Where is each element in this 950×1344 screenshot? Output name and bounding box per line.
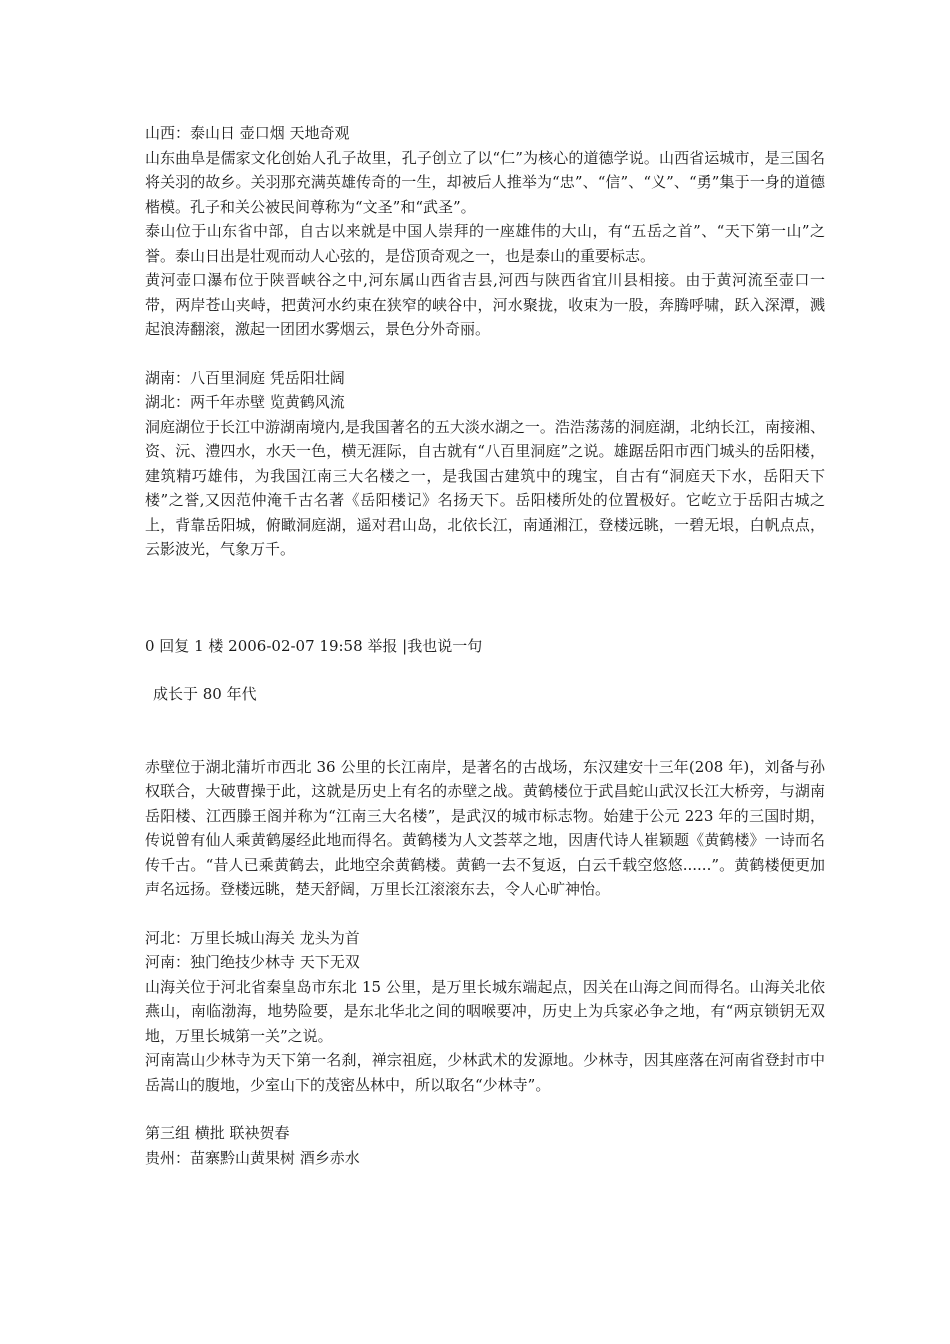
section-heading-hubei: 湖北：两千年赤壁 览黄鹤风流 bbox=[145, 393, 345, 411]
spacer bbox=[145, 707, 825, 755]
section-heading-hunan: 湖南：八百里洞庭 凭岳阳壮阔 bbox=[145, 368, 345, 387]
post-author: 成长于 80 年代 bbox=[153, 685, 257, 703]
paragraph-shanhaiguan: 山海关位于河北省秦皇岛市东北 15 公里，是万里长城东端起点，因关在山海之间而得名。山海关北依燕山，南临渤海，地势险要，是东北华北之间的咽喉要冲，历史上为兵家必争之地，有“两京锁钥无双地，万里长城第一关”之说。 bbox=[145, 977, 825, 1045]
paragraph-hukou-waterfall: 黄河壶口瀑布位于陕晋峡谷之中,河东属山西省吉县,河西与陕西省宜川县相接。由于黄河流至壶口一带，两岸苍山夹峙，把黄河水约束在狭窄的峡谷中，河水聚拢，收束为一股，奔腾呼啸，跃入深潭，溅起浪涛翻滚，激起一团团水雾烟云，景色分外奇丽。 bbox=[145, 271, 825, 338]
paragraph-dongting-yueyang: 洞庭湖位于长江中游湖南境内,是我国著名的五大淡水湖之一。浩浩荡荡的洞庭湖，北纳长江，南接湘、资、沅、澧四水，水天一色，横无涯际，自古就有“八百里洞庭”之说。雄踞岳阳市西门城头的岳阳楼，建筑精巧雄伟，为我国江南三大名楼之一，是我国古建筑中的瑰宝，自古有“洞庭天下水，岳阳天下楼”之誉,又因范仲淹千古名著《岳阳楼记》名扬天下。岳阳楼所处的位置极好。它屹立于岳阳古城之上，背靠岳阳城，俯瞰洞庭湖，遥对君山岛，北依长江，南通湘江，登楼远眺，一碧无垠，白帆点点，云影波光，气象万千。 bbox=[145, 417, 825, 558]
section-heading-hebei: 河北：万里长城山海关 龙头为首 bbox=[145, 928, 360, 947]
spacer bbox=[145, 342, 825, 366]
section-heading-henan: 河南：独门绝技少林寺 天下无双 bbox=[145, 953, 360, 971]
paragraph-shaolin: 河南嵩山少林寺为天下第一名刹，禅宗祖庭，少林武术的发源地。少林寺，因其座落在河南省登封市中岳嵩山的腹地，少室山下的茂密丛林中，所以取名“少林寺”。 bbox=[145, 1051, 825, 1094]
section-heading-group3: 第三组 横批 联袂贺春 bbox=[145, 1124, 290, 1142]
paragraph-taishan: 泰山位于山东省中部，自古以来就是中国人崇拜的一座雄伟的大山，有“五岳之首”、“天下第一山”之誉。泰山日出是壮观而动人心弦的，是岱顶奇观之一，也是泰山的重要标志。 bbox=[145, 222, 825, 265]
spacer bbox=[145, 658, 825, 682]
section-heading-shanxi: 山西：泰山日 壶口烟 天地奇观 bbox=[145, 124, 350, 142]
paragraph-chibi-huanghelou: 赤壁位于湖北蒲圻市西北 36 公里的长江南岸，是著名的古战场，东汉建安十三年(208 年)，刘备与孙权联合，大破曹操于此，这就是历史上有名的赤壁之战。黄鹤楼位于武昌蛇山武汉长江大桥旁，与湖南岳阳楼、江西滕王阁并称为“江南三大名楼”，是武汉的城市标志物。始建于公元 223 年的三国时期，传说曾有仙人乘黄鹤屡经此地而得名。黄鹤楼为人文荟萃之地，因唐代诗人崔颖题《黄鹤楼》一诗而名传千古。“昔人已乘黄鹤去，此地空余黄鹤楼。黄鹤一去不复返，白云千载空悠悠......”。黄鹤楼便更加声名远扬。登楼远眺，楚天舒阔，万里长江滚滚东去，令人心旷神怡。 bbox=[145, 757, 825, 898]
spacer bbox=[145, 902, 825, 926]
section-heading-guizhou: 贵州：苗寨黔山黄果树 酒乡赤水 bbox=[145, 1148, 360, 1167]
paragraph-confucius-guanyu: 山东曲阜是儒家文化创始人孔子故里，孔子创立了以“仁”为核心的道德学说。山西省运城市，是三国名将关羽的故乡。关羽那充满英雄传奇的一生，却被后人推举为“忠”、“信”、“义”、“勇”集于一身的道德楷模。孔子和关公被民间尊称为“文圣”和“武圣”。 bbox=[145, 148, 825, 216]
post-meta-line: 0 回复 1 楼 2006-02-07 19:58 举报 |我也说一句 bbox=[145, 636, 483, 655]
document-page bbox=[145, 121, 825, 1170]
spacer bbox=[145, 1097, 825, 1121]
spacer bbox=[145, 562, 825, 634]
